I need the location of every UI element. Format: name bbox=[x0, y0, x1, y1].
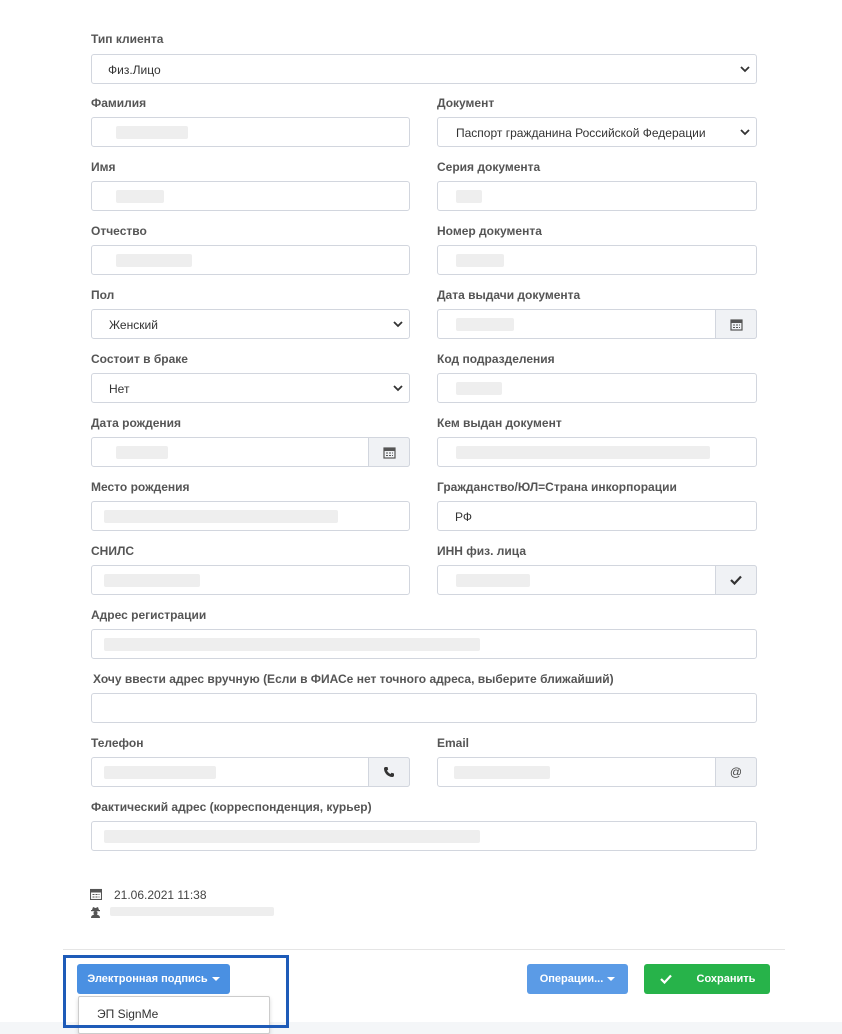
redacted-value bbox=[104, 638, 480, 651]
redacted-value bbox=[456, 190, 482, 203]
citizenship-value: РФ bbox=[455, 510, 472, 524]
inn-label: ИНН физ. лица bbox=[437, 544, 526, 558]
citizenship-input[interactable] bbox=[437, 501, 757, 531]
citizenship-label: Гражданство/ЮЛ=Страна инкорпорации bbox=[437, 480, 677, 494]
gender-select[interactable] bbox=[91, 309, 410, 339]
division-code-input[interactable] bbox=[437, 373, 757, 403]
gender-value: Женский bbox=[109, 318, 158, 332]
married-select[interactable] bbox=[91, 373, 410, 403]
created-date: 21.06.2021 11:38 bbox=[114, 888, 207, 902]
manual-address-input[interactable] bbox=[91, 693, 757, 723]
save-button[interactable] bbox=[644, 964, 770, 994]
user-secret-icon bbox=[90, 906, 101, 918]
issued-by-input[interactable] bbox=[437, 437, 757, 467]
reg-address-input[interactable] bbox=[91, 629, 757, 659]
phone-button[interactable] bbox=[368, 757, 410, 787]
dropdown-item-signme[interactable]: ЭП SignMe bbox=[97, 1007, 159, 1021]
calendar-icon bbox=[730, 318, 743, 331]
document-value: Паспорт гражданина Российской Федерации bbox=[456, 126, 706, 140]
snils-label: СНИЛС bbox=[91, 544, 135, 558]
manual-address-label: Хочу ввести адрес вручную (Если в ФИАСе нет точного адреса, выберите ближайший) bbox=[93, 672, 614, 686]
check-icon bbox=[660, 974, 672, 984]
at-icon: @ bbox=[729, 765, 743, 779]
chevron-down-icon bbox=[393, 383, 403, 393]
phone-label: Телефон bbox=[91, 736, 144, 750]
redacted-value bbox=[104, 766, 216, 779]
inn-input[interactable] bbox=[437, 565, 757, 595]
redacted-value bbox=[454, 766, 550, 779]
redacted-value bbox=[104, 574, 200, 587]
redacted-value bbox=[456, 574, 530, 587]
redacted-value bbox=[116, 446, 168, 459]
calendar-icon bbox=[90, 888, 102, 900]
client-type-value: Физ.Лицо bbox=[108, 63, 161, 77]
check-icon bbox=[730, 575, 742, 585]
calendar-icon bbox=[383, 446, 396, 459]
phone-icon bbox=[383, 766, 395, 778]
married-label: Состоит в браке bbox=[91, 352, 188, 366]
actual-address-input[interactable] bbox=[91, 821, 757, 851]
verify-inn-button[interactable] bbox=[715, 565, 757, 595]
snils-input[interactable] bbox=[91, 565, 410, 595]
doc-issue-date-label: Дата выдачи документа bbox=[437, 288, 581, 302]
redacted-value bbox=[456, 446, 710, 459]
birth-date-label: Дата рождения bbox=[91, 416, 182, 430]
doc-number-input[interactable] bbox=[437, 245, 757, 275]
doc-series-input[interactable] bbox=[437, 181, 757, 211]
phone-input[interactable] bbox=[91, 757, 410, 787]
redacted-value bbox=[116, 126, 188, 139]
chevron-down-icon bbox=[740, 64, 750, 74]
doc-series-label: Серия документа bbox=[437, 160, 541, 174]
document-label: Документ bbox=[437, 96, 495, 110]
reg-address-label: Адрес регистрации bbox=[91, 608, 207, 622]
operations-button-label: Операции... bbox=[539, 973, 604, 985]
redacted-value bbox=[456, 254, 504, 267]
actual-address-label: Фактический адрес (корреспонденция, курьер) bbox=[91, 800, 372, 814]
birth-date-input[interactable] bbox=[91, 437, 410, 467]
document-select[interactable] bbox=[437, 117, 757, 147]
email-input[interactable] bbox=[437, 757, 757, 787]
issued-by-label: Кем выдан документ bbox=[437, 416, 562, 430]
calendar-button[interactable] bbox=[368, 437, 410, 467]
doc-issue-date-input[interactable] bbox=[437, 309, 757, 339]
birth-place-input[interactable] bbox=[91, 501, 410, 531]
save-button-label: Сохранить bbox=[696, 973, 756, 985]
redacted-value bbox=[116, 254, 192, 267]
patronymic-input[interactable] bbox=[91, 245, 410, 275]
birth-place-label: Место рождения bbox=[91, 480, 190, 494]
client-type-label: Тип клиента bbox=[91, 32, 164, 46]
name-input[interactable] bbox=[91, 181, 410, 211]
client-type-select[interactable] bbox=[91, 54, 757, 84]
redacted-value bbox=[104, 830, 480, 843]
surname-label: Фамилия bbox=[91, 96, 147, 110]
redacted-value bbox=[456, 318, 514, 331]
footer-divider bbox=[63, 949, 785, 950]
operations-button[interactable] bbox=[527, 964, 628, 994]
doc-number-label: Номер документа bbox=[437, 224, 542, 238]
chevron-down-icon bbox=[393, 319, 403, 329]
chevron-down-icon bbox=[740, 127, 750, 137]
caret-down-icon bbox=[607, 977, 615, 981]
esign-button-label: Электронная подпись bbox=[87, 973, 208, 985]
redacted-value bbox=[456, 382, 502, 395]
name-label: Имя bbox=[91, 160, 116, 174]
calendar-button[interactable] bbox=[715, 309, 757, 339]
email-label: Email bbox=[437, 736, 470, 750]
married-value: Нет bbox=[109, 382, 130, 396]
redacted-value bbox=[116, 190, 164, 203]
redacted-value bbox=[104, 510, 338, 523]
email-addon bbox=[715, 757, 757, 787]
highlight-box bbox=[63, 955, 289, 1028]
surname-input[interactable] bbox=[91, 117, 410, 147]
division-code-label: Код подразделения bbox=[437, 352, 555, 366]
redacted-user bbox=[110, 907, 274, 916]
gender-label: Пол bbox=[91, 288, 115, 302]
patronymic-label: Отчество bbox=[91, 224, 147, 238]
